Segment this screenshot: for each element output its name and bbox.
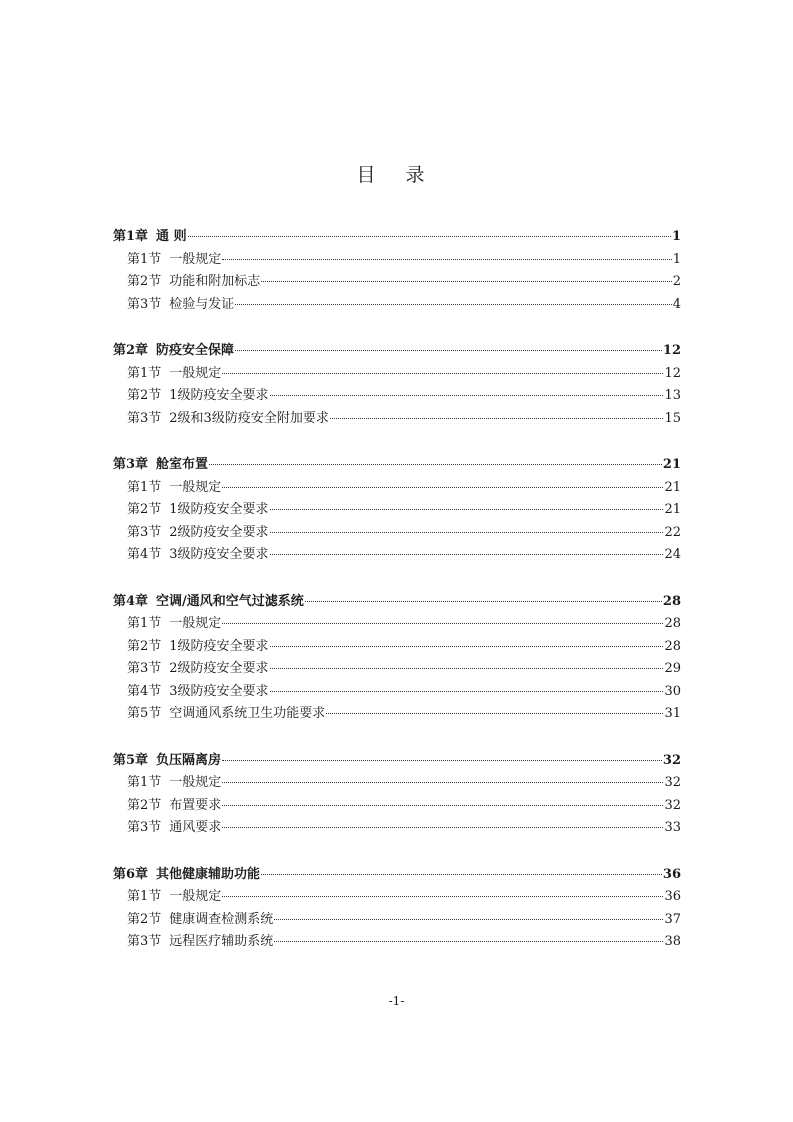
chapter-title: 防疫安全保障 (156, 343, 235, 358)
section-heading (127, 408, 329, 431)
toc-section-entry[interactable] (113, 817, 681, 840)
table-of-contents (113, 226, 681, 978)
dot-leader (274, 919, 663, 920)
section-page-number: 2 (672, 274, 681, 289)
chapter-page-number: 1 (671, 229, 681, 244)
section-heading (127, 795, 221, 818)
dot-leader (222, 827, 663, 828)
toc-chapter-entry[interactable] (113, 591, 681, 614)
section-page-number: 30 (664, 683, 681, 699)
section-title: 2级防疫安全要求 (169, 661, 269, 676)
section-page-number: 32 (664, 797, 681, 813)
toc-chapter-block (113, 454, 681, 567)
section-heading (127, 544, 269, 567)
section-number: 第1节 (127, 251, 162, 267)
toc-section-entry[interactable] (113, 772, 681, 795)
section-title: 通风要求 (169, 820, 222, 835)
section-page-number: 24 (664, 547, 681, 562)
section-title: 布置要求 (169, 797, 222, 813)
section-heading (127, 271, 260, 294)
section-page-number: 22 (664, 524, 681, 540)
toc-section-entry[interactable] (113, 681, 681, 704)
chapter-number: 第5章 (113, 752, 149, 768)
chapter-heading (113, 340, 234, 363)
dot-leader (270, 668, 664, 669)
section-page-number: 1 (672, 251, 681, 267)
section-number: 第1节 (127, 889, 162, 904)
section-heading (127, 658, 269, 681)
dot-leader (222, 805, 663, 806)
section-number: 第1节 (127, 616, 162, 631)
section-heading (127, 703, 325, 726)
section-title: 3级防疫安全要求 (169, 547, 269, 562)
section-heading (127, 772, 221, 795)
section-title: 一般规定 (169, 251, 222, 267)
chapter-heading (113, 591, 304, 614)
section-page-number: 33 (664, 820, 681, 835)
toc-chapter-block (113, 591, 681, 726)
section-page-number: 29 (664, 661, 681, 676)
section-title: 远程医疗辅助系统 (169, 934, 274, 949)
section-title: 一般规定 (169, 479, 222, 495)
toc-section-entry[interactable] (113, 703, 681, 726)
chapter-number: 第3章 (113, 457, 149, 472)
toc-section-entry[interactable] (113, 249, 681, 272)
section-heading (127, 363, 221, 386)
toc-section-entry[interactable] (113, 544, 681, 567)
toc-section-entry[interactable] (113, 909, 681, 932)
dot-leader (235, 350, 662, 351)
chapter-page-number: 21 (662, 457, 681, 472)
dot-leader (305, 601, 662, 602)
section-number: 第2节 (127, 911, 162, 927)
dot-leader (209, 464, 662, 465)
section-number: 第1节 (127, 479, 162, 495)
toc-section-entry[interactable] (113, 886, 681, 909)
section-page-number: 12 (664, 365, 681, 381)
toc-section-entry[interactable] (113, 636, 681, 659)
section-number: 第2节 (127, 797, 162, 813)
section-number: 第3节 (127, 524, 162, 540)
dot-leader (326, 713, 663, 714)
dot-leader (261, 281, 671, 282)
toc-chapter-block (113, 226, 681, 316)
section-page-number: 32 (664, 775, 681, 790)
section-title: 一般规定 (169, 365, 222, 381)
section-heading (127, 499, 269, 522)
section-number: 第3节 (127, 820, 162, 835)
section-heading (127, 385, 269, 408)
section-page-number: 21 (664, 479, 681, 495)
dot-leader (235, 304, 671, 305)
section-heading (127, 522, 269, 545)
section-number: 第5节 (127, 706, 162, 721)
section-number: 第3节 (127, 410, 162, 426)
section-title: 2级防疫安全要求 (169, 524, 269, 540)
section-title: 功能和附加标志 (169, 274, 261, 289)
section-number: 第2节 (127, 502, 162, 517)
dot-leader (222, 782, 663, 783)
chapter-title: 其他健康辅助功能 (156, 866, 261, 882)
section-page-number: 36 (664, 889, 681, 904)
dot-leader (261, 874, 662, 875)
section-number: 第3节 (127, 296, 162, 312)
dot-leader (188, 236, 671, 237)
section-title: 一般规定 (169, 616, 222, 631)
section-page-number: 37 (664, 911, 681, 927)
toc-chapter-entry[interactable] (113, 454, 681, 477)
chapter-title: 负压隔离房 (156, 752, 222, 768)
section-page-number: 38 (664, 934, 681, 949)
toc-chapter-entry[interactable] (113, 340, 681, 363)
section-number: 第2节 (127, 274, 162, 289)
section-page-number: 21 (664, 502, 681, 517)
section-heading (127, 931, 273, 954)
toc-section-entry[interactable] (113, 408, 681, 431)
section-number: 第2节 (127, 388, 162, 403)
chapter-heading (113, 864, 260, 887)
toc-section-entry[interactable] (113, 385, 681, 408)
section-heading (127, 909, 273, 932)
section-heading (127, 477, 221, 500)
section-page-number: 28 (664, 616, 681, 631)
section-number: 第4节 (127, 683, 162, 699)
section-number: 第2节 (127, 638, 162, 654)
chapter-number: 第2章 (113, 343, 149, 358)
dot-leader (270, 646, 664, 647)
chapter-heading (113, 454, 208, 477)
section-heading (127, 636, 269, 659)
toc-title: 目 录 (356, 164, 437, 186)
chapter-page-number: 12 (662, 343, 681, 358)
section-title: 健康调查检测系统 (169, 911, 274, 927)
dot-leader (222, 259, 671, 260)
section-number: 第4节 (127, 547, 162, 562)
section-title: 3级防疫安全要求 (169, 683, 269, 699)
dot-leader (270, 532, 664, 533)
chapter-title: 舱室布置 (156, 457, 209, 472)
toc-chapter-entry[interactable] (113, 226, 681, 249)
section-page-number: 13 (664, 388, 681, 403)
toc-chapter-block (113, 750, 681, 840)
dot-leader (270, 395, 664, 396)
dot-leader (222, 760, 662, 761)
toc-section-entry[interactable] (113, 658, 681, 681)
toc-section-entry[interactable] (113, 795, 681, 818)
chapter-page-number: 32 (662, 752, 681, 768)
chapter-title: 空调/通风和空气过滤系统 (156, 593, 304, 609)
section-title: 空调通风系统卫生功能要求 (169, 706, 326, 721)
toc-section-entry[interactable] (113, 363, 681, 386)
chapter-page-number: 28 (662, 593, 681, 609)
section-title: 1级防疫安全要求 (169, 388, 269, 403)
dot-leader (270, 509, 664, 510)
section-number: 第3节 (127, 934, 162, 949)
dot-leader (222, 373, 663, 374)
section-heading (127, 613, 221, 636)
section-heading (127, 681, 269, 704)
section-heading (127, 249, 221, 272)
toc-section-entry[interactable] (113, 271, 681, 294)
dot-leader (270, 554, 664, 555)
chapter-number: 第6章 (113, 866, 149, 882)
section-number: 第1节 (127, 775, 162, 790)
chapter-number: 第1章 (113, 229, 149, 244)
chapter-title: 通 则 (156, 229, 187, 244)
section-page-number: 28 (664, 638, 681, 654)
toc-section-entry[interactable] (113, 931, 681, 954)
page-number: -1- (388, 994, 405, 1008)
dot-leader (222, 487, 663, 488)
section-heading (127, 817, 221, 840)
section-heading (127, 886, 221, 909)
dot-leader (222, 896, 663, 897)
section-page-number: 15 (664, 410, 681, 426)
dot-leader (222, 623, 663, 624)
toc-section-entry[interactable] (113, 522, 681, 545)
section-title: 2级和3级防疫安全附加要求 (169, 410, 329, 426)
toc-chapter-entry[interactable] (113, 750, 681, 773)
toc-section-entry[interactable] (113, 499, 681, 522)
dot-leader (330, 418, 664, 419)
section-title: 一般规定 (169, 889, 222, 904)
section-title: 检验与发证 (169, 296, 235, 312)
toc-chapter-entry[interactable] (113, 864, 681, 887)
toc-section-entry[interactable] (113, 477, 681, 500)
section-title: 1级防疫安全要求 (169, 502, 269, 517)
section-heading (127, 294, 234, 317)
chapter-heading (113, 226, 187, 249)
chapter-number: 第4章 (113, 593, 149, 609)
section-number: 第3节 (127, 661, 162, 676)
section-number: 第1节 (127, 365, 162, 381)
section-page-number: 4 (672, 296, 681, 312)
toc-section-entry[interactable] (113, 294, 681, 317)
chapter-heading (113, 750, 221, 773)
dot-leader (274, 941, 663, 942)
toc-section-entry[interactable] (113, 613, 681, 636)
section-title: 一般规定 (169, 775, 222, 790)
section-page-number: 31 (664, 706, 681, 721)
toc-chapter-block (113, 864, 681, 954)
section-title: 1级防疫安全要求 (169, 638, 269, 654)
chapter-page-number: 36 (662, 866, 681, 882)
toc-chapter-block (113, 340, 681, 430)
dot-leader (270, 691, 664, 692)
